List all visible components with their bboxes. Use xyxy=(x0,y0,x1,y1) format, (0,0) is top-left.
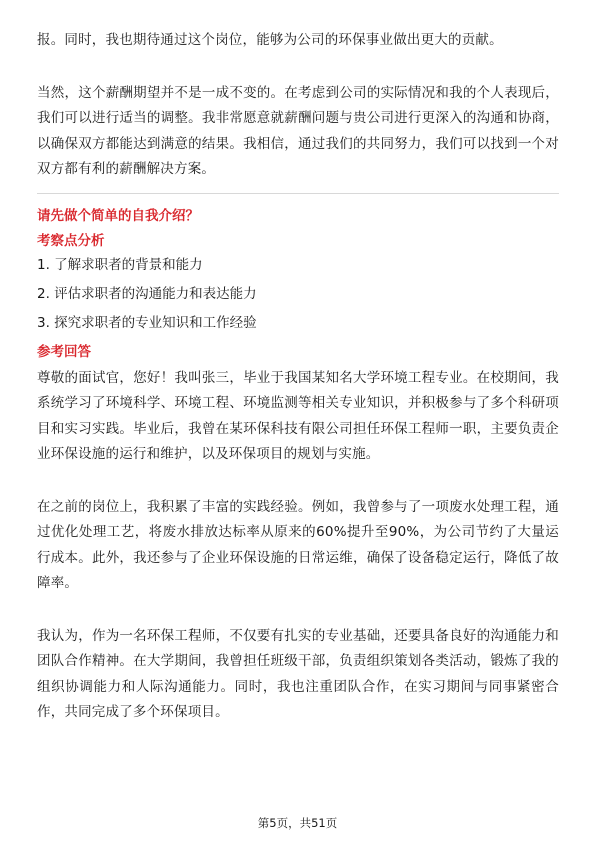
answer-paragraph-3: 我认为，作为一名环保工程师，不仅要有扎实的专业基础，还要具备良好的沟通能力和团队合作精神。在大学期间，我曾担任班级干部，负责组织策划各类活动，锻炼了我的组织协调能力和人际沟通能力。同时，我也注重团队合作，在实习期间与同事紧密合作，共同完成了多个环保项目。 xyxy=(37,627,559,720)
paragraph-gap xyxy=(37,597,559,624)
analysis-heading: 考察点分析 xyxy=(37,232,105,249)
answer-paragraph-2: 在之前的岗位上，我积累了丰富的实践经验。例如，我曾参与了一项废水处理工程，通过优化处理工艺，将废水排放达标率从原来的60%提升至90%，为公司节约了大量运行成本。此外，我还参与了企业环保设施的日常运维，确保了设备稳定运行，降低了故障率。 xyxy=(37,498,559,591)
analysis-point-2: 2. 评估求职者的沟通能力和表达能力 xyxy=(37,285,257,302)
section-divider xyxy=(37,193,559,194)
question-title: 请先做个简单的自我介绍？ xyxy=(37,207,199,224)
answer-paragraph-1: 尊敬的面试官，您好！我叫张三，毕业于我国某知名大学环境工程专业。在校期间，我系统学习了环境科学、环境工程、环境监测等相关专业知识，并积极参与了多个科研项目和实习实践。毕业后，我曾在某环保科技有限公司担任环保工程师一职，主要负责企业环保设施的运行和维护，以及环保项目的规划与实施。 xyxy=(37,369,559,462)
paragraph-gap xyxy=(37,54,559,81)
paragraph-gap xyxy=(37,468,559,495)
body-paragraph-salary-flexibility: 当然，这个薪酬期望并不是一成不变的。在考虑到公司的实际情况和我的个人表现后，我们可以进行适当的调整。我非常愿意就薪酬问题与贵公司进行更深入的沟通和协商，以确保双方都能达到满意的结果。我相信，通过我们的共同努力，我们可以找到一个对双方都有利的薪酬解决方案。 xyxy=(37,84,559,177)
answer-heading: 参考回答 xyxy=(37,343,91,360)
analysis-point-3: 3. 探究求职者的专业知识和工作经验 xyxy=(37,314,257,331)
page-content xyxy=(37,28,559,726)
analysis-point-1: 1. 了解求职者的背景和能力 xyxy=(37,256,203,273)
body-paragraph-intro-tail: 报。同时，我也期待通过这个岗位，能够为公司的环保事业做出更大的贡献。 xyxy=(37,32,503,48)
page-number-footer: 第5页，共51页 xyxy=(257,816,338,830)
